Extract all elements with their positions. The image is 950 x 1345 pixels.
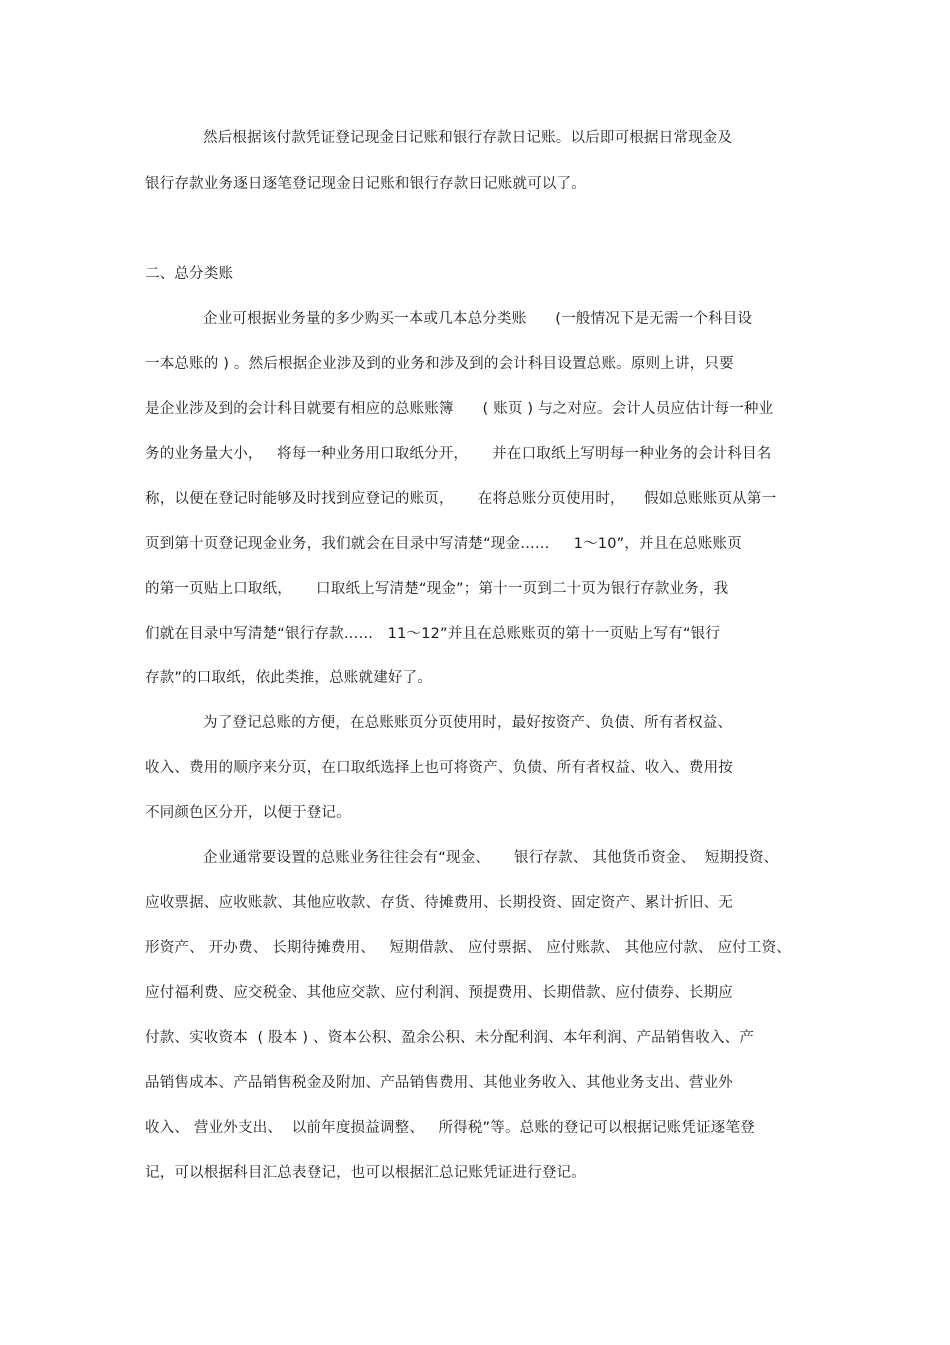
paragraph-line: 称，以便在登记时能够及时找到应登记的账页， 在将总账分页使用时， 假如总账账页从第一 — [145, 491, 777, 507]
paragraph-line: 存款”的口取纸，依此类推，总账就建好了。 — [145, 670, 433, 686]
paragraph-line: 然后根据该付款凭证登记现金日记账和银行存款日记账。以后即可根据日常现金及 — [203, 130, 733, 146]
paragraph-line: 应付福利费、应交税金、其他应交款、应付利润、预提费用、长期借款、应付债券、长期应 — [145, 985, 733, 1001]
paragraph-line: 一本总账的 ) 。然后根据企业涉及到的业务和涉及到的会计科目设置总账。原则上讲，只要 — [145, 356, 734, 372]
paragraph-line: 收入、费用的顺序来分页，在口取纸选择上也可将资产、负债、所有者权益、收入、费用按 — [145, 760, 733, 776]
paragraph-line: 为了登记总账的方便，在总账账页分页使用时，最好按资产、负债、所有者权益、 — [203, 715, 733, 731]
paragraph-line: 企业可根据业务量的多少购买一本或几本总分类账 (一般情况下是无需一个科目设 — [203, 311, 753, 327]
paragraph-line: 收入、 营业外支出、 以前年度损益调整、 所得税”等。总账的登记可以根据记账凭证逐笔登 — [145, 1120, 755, 1136]
paragraph-line: 的第一页贴上口取纸， 口取纸上写清楚“现金”；第十一页到二十页为银行存款业务，我 — [145, 581, 729, 597]
paragraph-line: 银行存款业务逐日逐笔登记现金日记账和银行存款日记账就可以了。 — [145, 176, 586, 192]
paragraph-line: 们就在目录中写清楚“银行存款…… 11～12”并且在总账账页的第十一页贴上写有“银行 — [145, 626, 721, 642]
paragraph-line: 务的业务量大小， 将每一种业务用口取纸分开， 并在口取纸上写明每一种业务的会计科目名 — [145, 446, 772, 462]
paragraph-line: 应收票据、应收账款、其他应收款、存货、待摊费用、长期投资、固定资产、累计折旧、无 — [145, 895, 733, 911]
paragraph-line: 形资产、 开办费、 长期待摊费用、 短期借款、 应付票据、 应付账款、 其他应付款、 应付工资、 — [145, 940, 791, 956]
paragraph-line: 记，可以根据科目汇总表登记，也可以根据汇总记账凭证进行登记。 — [145, 1165, 586, 1181]
paragraph-line: 企业通常要设置的总账业务往往会有“现金、 银行存款、 其他货币资金、 短期投资、 — [203, 850, 779, 866]
paragraph-line: 页到第十页登记现金业务，我们就会在目录中写清楚“现金…… 1～10”，并且在总账账页 — [145, 536, 742, 552]
paragraph-line: 品销售成本、产品销售税金及附加、产品销售费用、其他业务收入、其他业务支出、营业外 — [145, 1075, 733, 1091]
paragraph-line: 付款、实收资本 ( 股本 ) 、资本公积、盈余公积、未分配利润、本年利润、产品销售收入、产 — [145, 1030, 755, 1046]
section-heading: 二、总分类账 — [145, 266, 234, 282]
paragraph-line: 不同颜色区分开，以便于登记。 — [145, 805, 351, 821]
paragraph-line: 是企业涉及到的会计科目就要有相应的总账账簿 ( 账页 ) 与之对应。会计人员应估计每一种业 — [145, 401, 774, 417]
